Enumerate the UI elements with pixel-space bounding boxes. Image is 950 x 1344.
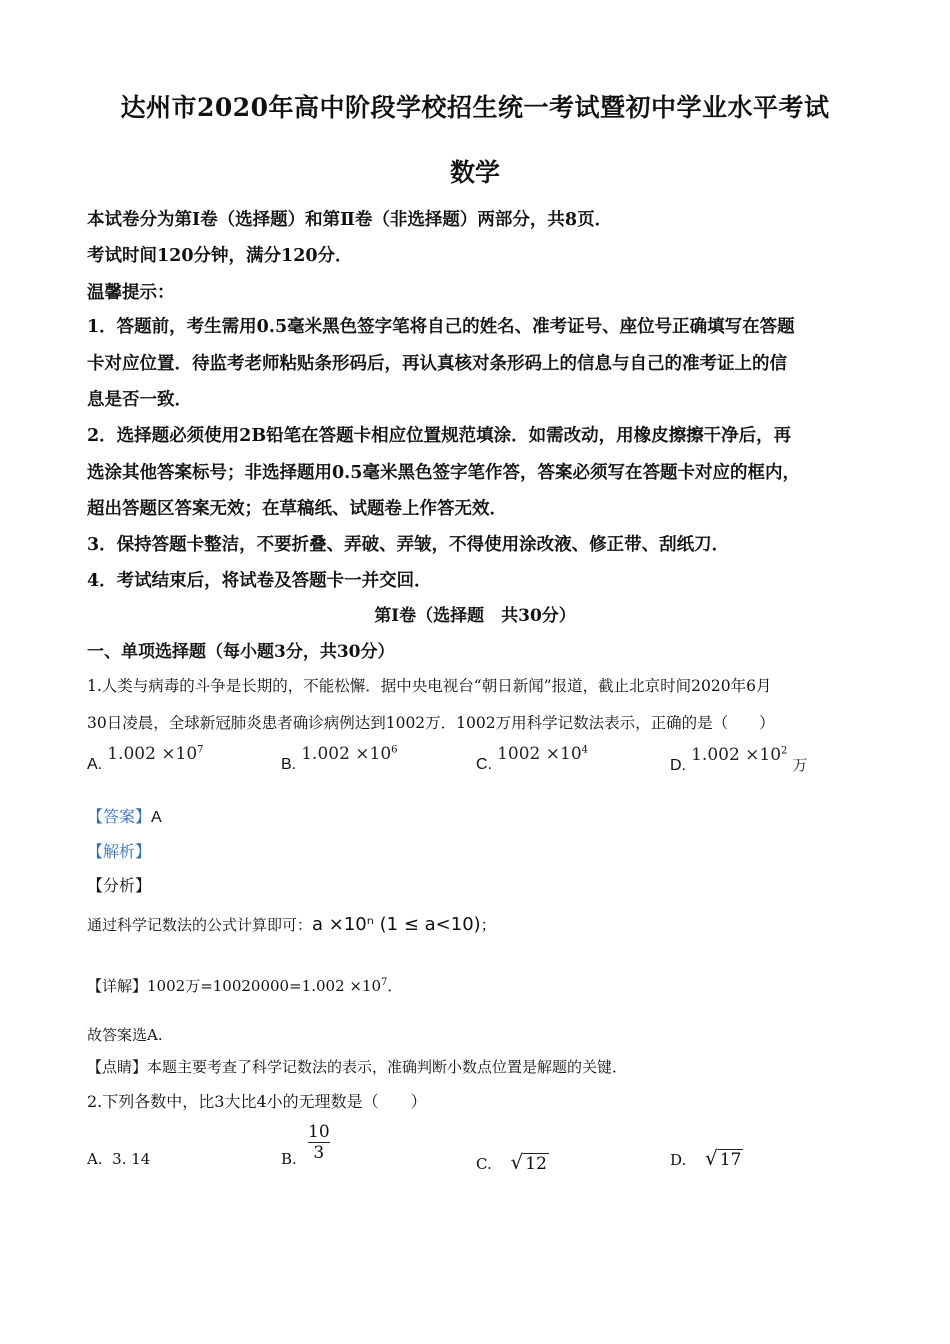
tip-line: 4．考试结束后，将试卷及答题卡一并交回． <box>87 571 432 591</box>
fenxi-tag: 【分析】 <box>87 876 152 895</box>
tip-line: 3．保持答题卡整洁，不要折叠、弄破、弄皱，不得使用涂改液、修正带、刮纸刀． <box>87 535 730 555</box>
tip-line: 1．答题前，考生需用0.5毫米黑色签字笔将自己的姓名、准考证号、座位号正确填写在答题 <box>87 317 795 337</box>
tip-line: 息是否一致． <box>87 390 192 410</box>
dianjing-line: 【点睛】本题主要考查了科学记数法的表示，准确判断小数点位置是解题的关键． <box>87 1058 628 1076</box>
q2-option-b-label: B. <box>281 1150 297 1168</box>
answer-tag: 【答案】 <box>87 807 152 826</box>
q1-option-d: D. $1.002 \times 10^2$ 万 <box>670 745 808 774</box>
fraction-ten-thirds: 10 3 <box>308 1122 330 1163</box>
exam-title: 达州市2020年高中阶段学校招生统一考试暨初中学业水平考试 <box>120 93 830 122</box>
square-root-12: √ 12 <box>510 1150 547 1174</box>
tip-line: 卡对应位置．待监考老师粘贴条形码后，再认真核对条形码上的信息与自己的准考证上的信 <box>87 354 787 374</box>
tips-heading: 温馨提示： <box>87 283 175 303</box>
q2-stem: 2.下列各数中，比3大比4小的无理数是（ ） <box>87 1092 427 1111</box>
part-title: 第Ⅰ卷（选择题 共30分） <box>374 606 576 626</box>
section-heading: 一、单项选择题（每小题3分，共30分） <box>87 642 395 662</box>
answer-line <box>87 804 162 827</box>
intro-line-1: 本试卷分为第Ⅰ卷（选择题）和第Ⅱ卷（非选择题）两部分，共8页． <box>87 210 613 230</box>
intro-line-2: 考试时间120分钟，满分120分． <box>87 246 353 266</box>
q1-stem-line-2: 30日凌晨，全球新冠肺炎患者确诊病例达到1002万．1002万用科学记数法表示，正确的是（ ） <box>87 714 775 732</box>
detail-line: 【详解】1002万$=10020000=1.002 \times 10^7$． <box>87 977 403 995</box>
subject-title: 数学 <box>449 158 500 187</box>
q1-option-a: A. $1.002 \times 10^7$ <box>87 744 204 773</box>
conclusion-line: 故答案选A. <box>87 1026 163 1044</box>
q1-stem-line-1: 1.人类与病毒的斗争是长期的，不能松懈．据中央电视台“朝日新闻”报道，截止北京时间2020年6月 <box>87 677 772 695</box>
tip-line: 2．选择题必须使用2B铅笔在答题卡相应位置规范填涂．如需改动，用橡皮擦擦干净后，再 <box>87 426 792 446</box>
sci-notation-formula: a ×10ⁿ (1 ≤ a<10) <box>312 914 481 935</box>
q2-option-a: A. 3. 14 <box>87 1150 151 1168</box>
q2-option-c: C. √ 12 <box>476 1150 547 1174</box>
square-root-17: √ 17 <box>705 1146 742 1170</box>
fenxi-line: 通过科学记数法的公式计算即可：a ×10ⁿ (1 ≤ a<10)； <box>87 914 496 935</box>
answer-value: A <box>151 809 162 826</box>
tip-line: 选涂其他答案标号；非选择题用0.5毫米黑色签字笔作答，答案必须写在答题卡对应的框内， <box>87 463 800 483</box>
jiexi-tag: 【解析】 <box>87 842 152 861</box>
q2-option-d: D. √ 17 <box>670 1146 742 1170</box>
tip-line: 超出答题区答案无效；在草稿纸、试题卷上作答无效． <box>87 499 507 519</box>
q1-option-c: C. $1002 \times 10^4$ <box>476 744 589 773</box>
q1-option-b: B. $1.002 \times 10^6$ <box>281 744 398 773</box>
